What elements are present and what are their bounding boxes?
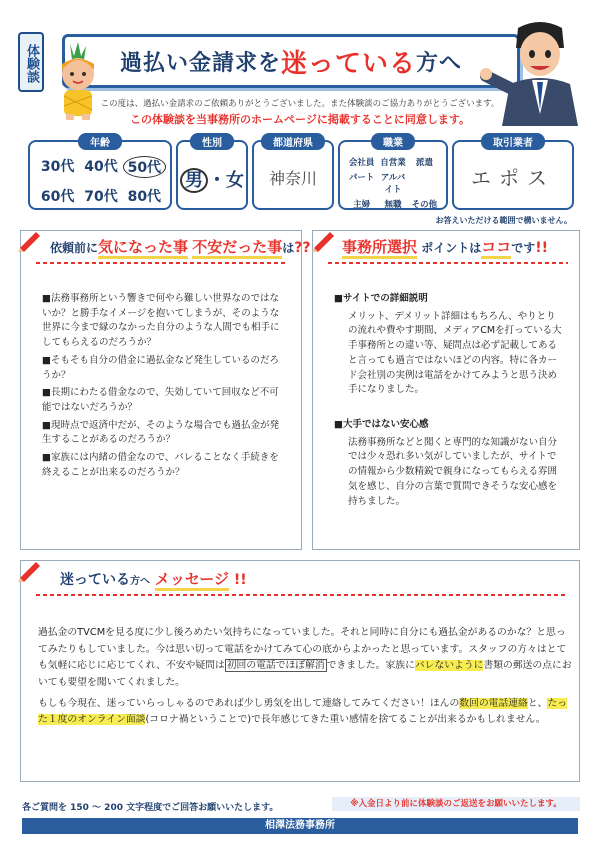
pencil-icon xyxy=(310,226,336,252)
selection-title: 事務所選択 ポイントはココです!! xyxy=(342,236,548,257)
job-option[interactable]: 自営業 xyxy=(380,158,406,168)
return-deadline-note: ※入金日より前に体験談のご返送をお願いいたします。 xyxy=(332,797,580,811)
job-option[interactable]: 無職 xyxy=(384,200,402,210)
job-option[interactable]: 会社員 xyxy=(348,158,375,168)
pineapple-mascot-icon xyxy=(48,40,106,122)
range-note: お答えいただける範囲で構いません。 xyxy=(435,216,572,225)
divider xyxy=(36,262,286,264)
gender-box xyxy=(176,140,248,210)
title-highlight: 迷っている xyxy=(280,48,416,79)
gender-female-option[interactable]: 女 xyxy=(226,170,244,191)
length-instruction: 各ご質問を 150 〜 200 文字程度でご回答お願いいたします。 xyxy=(22,803,279,813)
client-label: 取引業者 xyxy=(481,133,545,150)
job-option[interactable]: その他 xyxy=(411,200,438,210)
client-box xyxy=(452,140,574,210)
prefecture-value[interactable]: 神奈川 xyxy=(268,169,317,188)
job-option[interactable]: 派遣 xyxy=(415,158,433,168)
experience-tag: 体験談 xyxy=(18,32,44,92)
gender-separator: ・ xyxy=(208,170,226,191)
age-box xyxy=(28,140,172,210)
divider xyxy=(36,594,566,596)
message-title: 迷っている方へ メッセージ !! xyxy=(60,568,247,589)
businessman-pointing-icon xyxy=(480,14,584,126)
job-option[interactable]: パート xyxy=(348,173,375,183)
pencil-icon xyxy=(16,556,42,582)
section-heading: ■大手ではない安心感 xyxy=(334,419,429,431)
section-body: 法務事務所などと聞くと専門的な知識がない自分では少々恐れ多い気がしていましたが、サイトでの情報から少数精鋭で親身になってもらえる雰囲気を感じ、自分の言葉で質問できそうな安心感を持ちました。 xyxy=(348,436,558,507)
prefecture-box xyxy=(252,140,334,210)
client-value[interactable]: エポス xyxy=(471,166,555,190)
intro-text: この度は、過払い金請求のご依頼ありがとうございました。また体験談のご協力ありがとうございます。 xyxy=(100,99,500,109)
list-item: ■家族には内緒の借金なので、バレることなく手続きを終えることが出来るのだろうか？ xyxy=(42,452,279,478)
worries-list xyxy=(42,292,282,484)
message-paragraph: 過払金のTVCMを見る度に少し後ろめたい気持ちになっていました。それと同時に自分にも過払金があるのかな？と思ってみたりもしていました。今は思い切って電話をかけてみて心の底からよかったと思っています。スタッフの方々はとても気軽に応じに応じてくれ、不安や疑問は 初回の電話でほぼ解消 できました。家族にバレないように書類の郵送の点においても要望を聞いてくれました。 xyxy=(38,627,572,688)
list-item: ■そもそも自分の借金に過払金など発生しているのだろうか？ xyxy=(42,354,279,381)
gender-label: 性別 xyxy=(190,133,234,150)
age-option-selected[interactable]: 50代 xyxy=(123,156,166,178)
age-label: 年齢 xyxy=(78,133,122,150)
age-option[interactable]: 80代 xyxy=(127,189,162,205)
title-part2: 方へ xyxy=(416,50,463,76)
pencil-icon xyxy=(16,226,42,252)
consent-text: この体験談を当事務所のホームページに掲載することに同意します。 xyxy=(130,113,470,126)
age-option[interactable]: 70代 xyxy=(84,189,118,205)
gender-male-option[interactable]: 男 xyxy=(180,168,208,193)
message-paragraph: もしも今現在、迷っていらっしゃるのであれば少し勇気を出して連絡してみてください！ほんの数回の電話連絡と、たった１度のオンライン面談(コロナ禍ということで)で長年感じてきた重い感情を捨てることが出来るかもしれません。 xyxy=(38,697,568,726)
job-option[interactable]: 主婦 xyxy=(353,200,371,210)
age-option[interactable]: 60代 xyxy=(40,189,75,205)
section-heading: ■サイトでの詳細説明 xyxy=(334,293,428,304)
office-name: 相澤法務事務所 xyxy=(22,818,578,834)
selection-list xyxy=(334,292,564,529)
job-box xyxy=(338,140,448,210)
job-option[interactable]: アルバイト xyxy=(380,173,406,195)
section-body: メリット、デメリット詳細はもちろん、やりとりの流れや費やす期間、メディアCMを打っている大手事務所との違い等、疑問点は必ず記載してあると言っても過言ではないほどの内容。特に各カード会社別の実例は電話をかけてみようと思う決め手になりました。 xyxy=(348,310,562,396)
job-label: 職業 xyxy=(371,133,415,150)
title-part1: 過払い金請求を xyxy=(119,50,281,76)
list-item: ■長期にわたる借金なので、失効していて回収など不可能ではないだろうか？ xyxy=(42,387,279,414)
age-option[interactable]: 30代 xyxy=(40,159,75,175)
age-option[interactable]: 40代 xyxy=(84,159,118,175)
list-item: ■現時点で返済中だが、そのような場合でも過払金が発生することがあるのだろうか？ xyxy=(42,419,279,446)
list-item: ■法務事務所という響きで何やら難しい世界なのではないか？と勝手なイメージを抱いてしまうが、そのような世界に今まで縁のなかった自分のような人間でも相手にしてもらえるのだろうか？ xyxy=(42,293,280,349)
divider xyxy=(328,262,568,264)
prefecture-label: 都道府県 xyxy=(261,133,325,150)
worries-title: 依頼前に気になった事 不安だった事は?? xyxy=(50,236,311,257)
message-body xyxy=(38,625,574,733)
title-banner xyxy=(62,34,520,88)
